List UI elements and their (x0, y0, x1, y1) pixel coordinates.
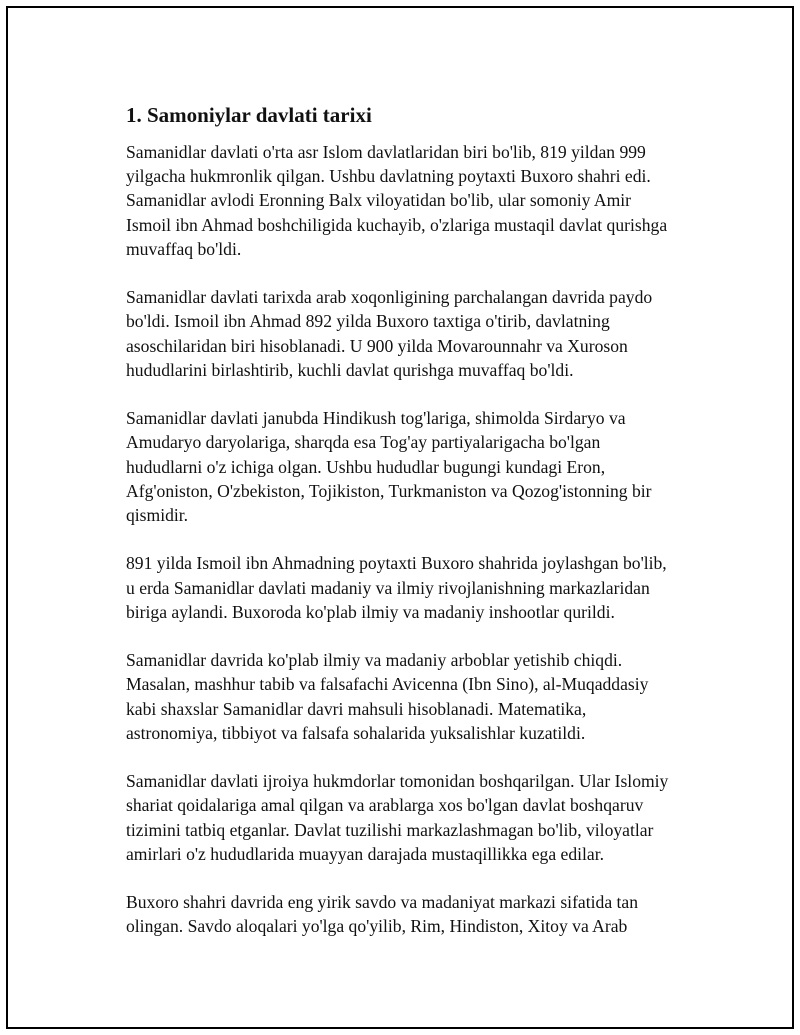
text-line: qismidir. (126, 505, 189, 526)
document-body (126, 101, 716, 963)
paragraph (126, 140, 716, 261)
text-line: biriga aylandi. Buxoroda ko'plab ilmiy va madaniy inshootlar qurildi. (126, 601, 615, 622)
text-line: kabi shaxslar Samanidlar davri mahsuli hisoblanadi. Matematika, (126, 698, 587, 719)
section-heading: 1. Samoniylar davlati tarixi (126, 103, 372, 127)
text-line: amirlari o'z hududlarida muayyan darajada mustaqillikka ega edilar. (126, 843, 605, 864)
text-line: Amudaryo daryolariga, sharqda esa Tog'ay partiyalarigacha bo'lgan (126, 432, 601, 453)
text-line: muvaffaq bo'ldi. (126, 238, 242, 259)
page-frame (6, 6, 794, 1029)
text-line: Masalan, mashhur tabib va falsafachi Avicenna (Ibn Sino), al-Muqaddasiy (126, 674, 649, 695)
text-line: Samanidlar davrida ko'plab ilmiy va madaniy arboblar yetishib chiqdi. (126, 650, 623, 671)
text-line: shariat qoidalariga amal qilgan va arablarga xos bo'lgan davlat boshqaruv (126, 795, 644, 816)
text-line: bo'ldi. Ismoil ibn Ahmad 892 yilda Buxoro taxtiga o'tirib, davlatning (126, 311, 610, 332)
text-line: Samanidlar davlati janubda Hindikush tog'lariga, shimolda Sirdaryo va (126, 408, 626, 429)
text-line: Samanidlar davlati tarixda arab xoqonligining parchalangan davrida paydo (126, 287, 653, 308)
text-line: olingan. Savdo aloqalari yo'lga qo'yilib, Rim, Hindiston, Xitoy va Arab (126, 916, 628, 937)
text-line: tizimini tatbiq etganlar. Davlat tuzilishi markazlashmagan bo'lib, viloyatlar (126, 819, 654, 840)
paragraph (126, 648, 716, 745)
text-line: Samanidlar davlati ijroiya hukmdorlar tomonidan boshqarilgan. Ular Islomiy (126, 771, 669, 792)
text-line: Samanidlar davlati o'rta asr Islom davlatlaridan biri bo'lib, 819 yildan 999 (126, 142, 646, 162)
text-line: astronomiya, tibbiyot va falsafa sohalarida yuksalishlar kuzatildi. (126, 722, 586, 743)
text-line: hududlarini birlashtirib, kuchli davlat qurishga muvaffaq bo'ldi. (126, 359, 574, 380)
text-line: asoschilaridan biri hisoblanadi. U 900 yilda Movarounnahr va Xuroson (126, 335, 628, 356)
text-line: yilgacha hukmronlik qilgan. Ushbu davlatning poytaxti Buxoro shahri edi. (126, 166, 651, 187)
text-line: Samanidlar avlodi Eronning Balx viloyatidan bo'lib, ular somoniy Amir (126, 190, 632, 211)
paragraph (126, 890, 716, 938)
text-line: 891 yilda Ismoil ibn Ahmadning poytaxti Buxoro shahrida joylashgan bo'lib, (126, 553, 667, 574)
text-line: Ismoil ibn Ahmad boshchiligida kuchayib, o'zlariga mustaqil davlat qurishga (126, 214, 668, 235)
paragraph (126, 551, 716, 624)
text-line: Buxoro shahri davrida eng yirik savdo va madaniyat markazi sifatida tan (126, 892, 639, 913)
paragraph (126, 769, 716, 866)
text-line: u erda Samanidlar davlati madaniy va ilmiy rivojlanishning markazlaridan (126, 577, 650, 598)
paragraph (126, 406, 716, 527)
paragraph (126, 285, 716, 382)
text-line: Afg'oniston, O'zbekiston, Tojikiston, Turkmaniston va Qozog'istonning bir (126, 480, 652, 501)
text-line: hududlarni o'z ichiga olgan. Ushbu hududlar bugungi kundagi Eron, (126, 456, 606, 477)
